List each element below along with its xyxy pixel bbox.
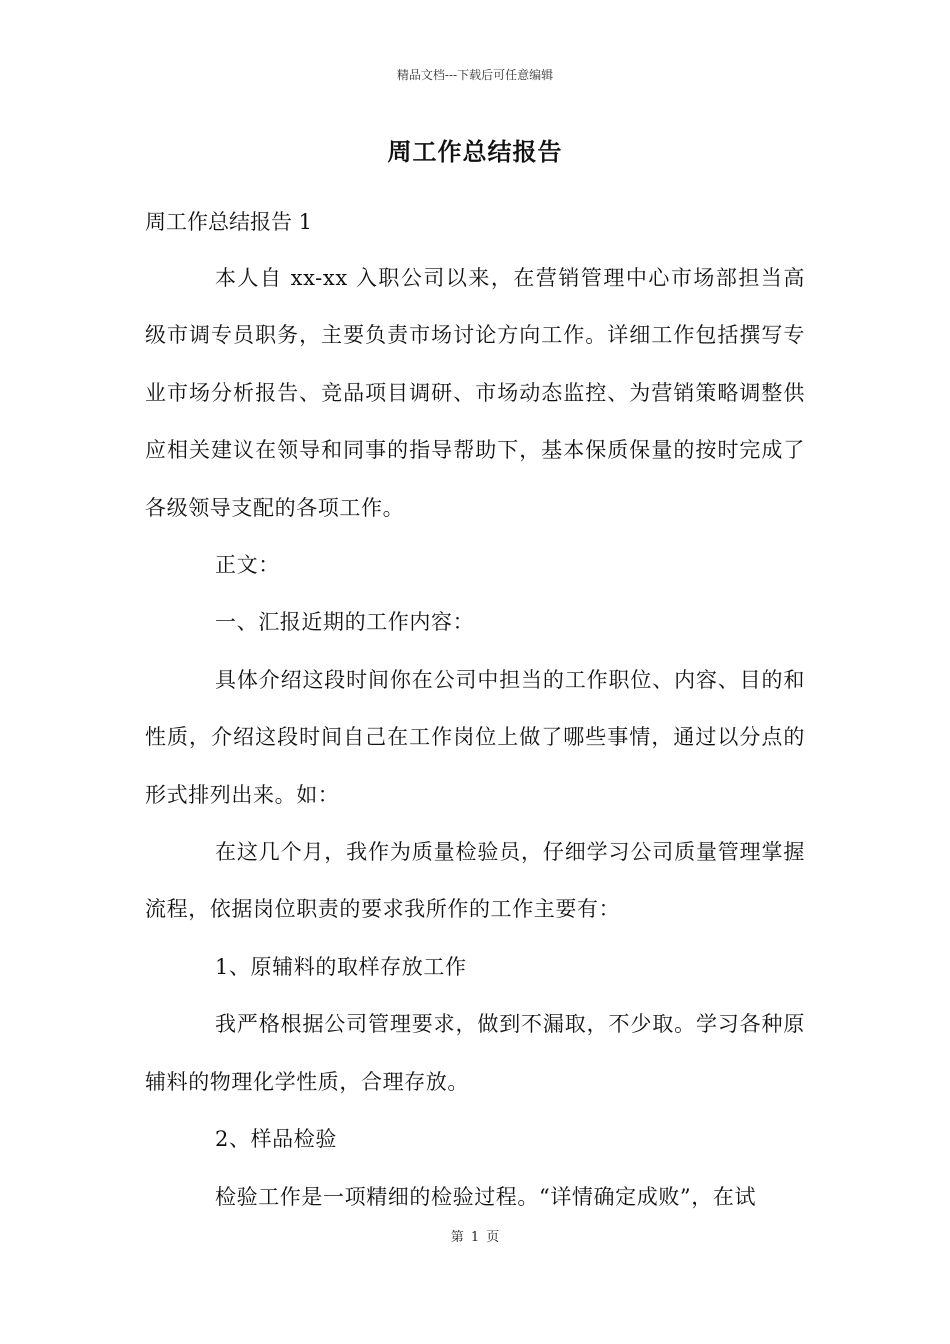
document-title: 周工作总结报告 xyxy=(387,137,563,166)
paragraph-example: 在这几个月，我作为质量检验员，仔细学习公司质量管理掌握流程，依据岗位职责的要求我所作的工作主要有： xyxy=(145,840,805,922)
paragraph-heading-1: 一、汇报近期的工作内容： xyxy=(215,610,475,635)
paragraph-item-2: 2、样品检验 xyxy=(215,1127,337,1152)
paragraph-item-1-detail: 我严格根据公司管理要求，做到不漏取，不少取。学习各种原辅料的物理化学性质，合理存放。 xyxy=(145,1012,805,1094)
paragraph-body-label: 正文： xyxy=(215,553,280,578)
paragraph-intro: 本人自 xx-xx 入职公司以来，在营销管理中心市场部担当高级市调专员职务，主要负责市场讨论方向工作。详细工作包括撰写专业市场分析报告、竞品项目调研、市场动态监控、为营销策略调整供应相关建议在领导和同事的指导帮助下，基本保质保量的按时完成了各级领导支配的各项工作。 xyxy=(145,266,805,520)
document-body xyxy=(145,250,805,1226)
section-title: 周工作总结报告 1 xyxy=(145,210,313,234)
paragraph-description: 具体介绍这段时间你在公司中担当的工作职位、内容、目的和性质，介绍这段时间自己在工作岗位上做了哪些事情，通过以分点的形式排列出来。如： xyxy=(145,667,805,807)
page-number: 第 1 页 xyxy=(450,1230,500,1245)
paragraph-item-2-detail: 检验工作是一项精细的检验过程。“详情确定成败”，在试 xyxy=(215,1184,757,1209)
paragraph-item-1: 1、原辅料的取样存放工作 xyxy=(215,954,467,979)
header-note: 精品文档---下载后可任意编辑 xyxy=(396,68,554,82)
